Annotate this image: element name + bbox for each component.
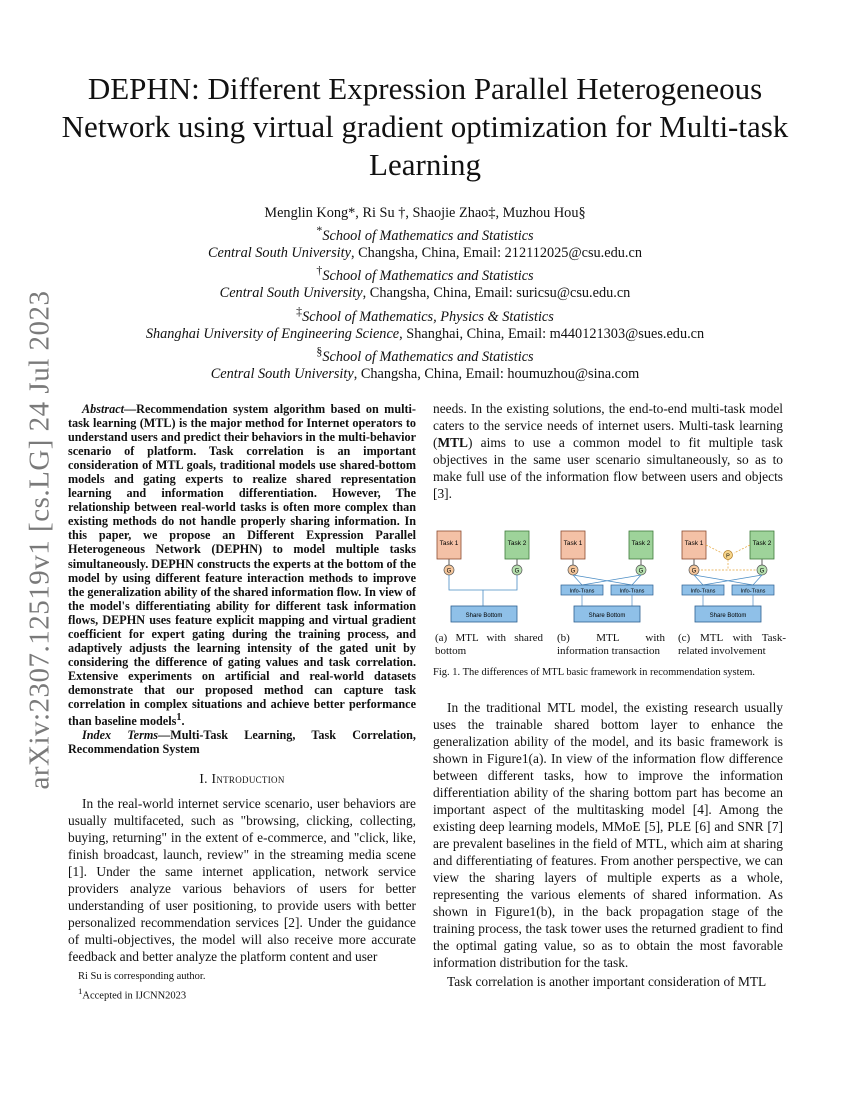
right-paragraph-3: Task correlation is another important consideration of MTL [447,974,767,989]
svg-text:Info-Trans: Info-Trans [569,588,595,595]
figure-1-diagram [433,525,785,629]
svg-text:G: G [638,568,644,575]
author-block [60,205,790,383]
svg-text:Info-Trans: Info-Trans [619,588,645,595]
panel-a [437,531,529,622]
share-bottom-label: Share Bottom [465,613,503,619]
svg-text:Share Bottom: Share Bottom [709,613,747,619]
task2-label: Task 2 [507,540,527,547]
figure-caption: Fig. 1. The differences of MTL basic framework in recommendation system. [433,667,756,678]
gate-1-label: G [446,568,452,575]
panel-b [561,531,653,622]
intro-paragraph-1: In the real-world internet service scenario, user behaviors are usually multifaceted, such as "browsing, clicking, collecting, buying, returning" in the extent of e-commerce, and "click, like, finish broadcast, launch, review" in the streaming media scene [1]. Under the same internet application, network service providers analyze various behaviors of users for better understanding of user positioning, to provide users with better personalized recommendation services [2]. Under the guidance of multi-objectives, the model will also receive more accurate feedback and better analyze the platform content and user [68,796,416,965]
footnote-corresponding: Ri Su is corresponding author. [78,971,206,982]
footnotes [78,970,408,1004]
svg-text:Task 2: Task 2 [631,540,651,547]
panel-c [682,531,774,622]
affiliation-4: §School of Mathematics and Statistics Central South University, Changsha, China, Email: houmuzhou@sina.com [210,343,640,382]
paper-title: DEPHN: Different Expression Parallel Heterogeneous Network using virtual gradient optimization for Multi-task Learning [61,71,789,182]
affiliation-2: †School of Mathematics and Statistics Central South University, Changsha, China, Email: suricsu@csu.edu.cn [219,263,631,302]
gate-2-label: G [514,568,520,575]
right-column-bottom [433,699,783,990]
subcaption-b: (b) MTL with information transaction [557,632,665,657]
svg-text:P: P [726,553,730,560]
author-names: Menglin Kong*, Ri Su †, Shaojie Zhao‡, Muzhou Hou§ [264,205,586,221]
svg-text:Task 2: Task 2 [752,540,772,547]
right-paragraph-1: needs. In the existing solutions, the end-to-end multi-task model caters to the service needs of internet users. Multi-task learning (MTL) aims to use a common model to fit multiple task objectives in the same user scenario simultaneously, so as to make full use of the information flow between users and objects [3]. [433,401,783,501]
arxiv-id: arXiv:2307.12519v1 [cs.LG] 24 Jul 2023 [23,290,56,790]
right-column-top [433,400,783,502]
svg-text:Task 1: Task 1 [684,540,704,547]
svg-text:G: G [759,568,765,575]
index-terms: Index Terms—Multi-Task Learning, Task Correlation, Recommendation System [68,728,416,757]
affiliation-3: ‡School of Mathematics, Physics & Statistics Shanghai University of Engineering Science, Shanghai, China, Email: m440121303@sues.edu.cn [145,303,705,342]
abstract: Abstract—Recommendation system algorithm based on multi-task learning (MTL) is the major method for Internet operators to understand users and predict their behaviors in the multi-behavior scenario of platform. Task correlation is an important consideration of MTL goals, traditional models use shared-bottom models and gating experts to realize shared representation learning and information differentiation. However, The relationship between real-world tasks is often more complex than existing methods do not handle properly sharing information. In this paper, we propose an Different Expression Parallel Heterogeneous Network (DEPHN) to model multiple tasks simultaneously. DEPHN constructs the experts at the bottom of the model by using different feature interaction methods to improve the generalization ability of the shared information flow. In view of the model's differentiating ability for different task information flows, DEPHN uses feature explicit mapping and virtual gradient coefficient for expert gating during the training process, and adaptively adjusts the learning intensity of the gated unit by considering the difference of gating values and task correlation. Extensive experiments on artificial and real-world datasets demonstrate that our proposed method can capture task correlation in complex situations and achieve better performance than baseline models$^1$. [68,402,416,729]
affiliation-1: *School of Mathematics and Statistics Central South University, Changsha, China, Email: 212112025@csu.edu.cn [208,223,642,262]
right-paragraph-2: In the traditional MTL model, the existing research usually uses the trainable shared bottom layer to enhance the generalization ability of the model, and its basic framework is shown in Figure1(a). In view of the information flow difference between different tasks, how to improve the information differentiation ability of the sharing bottom part has become an important aspect of the multitasking model [4]. Among the existing deep learning models, MMoE [5], PLE [6] and SNR [7] are prevalent baselines in the field of MTL, which aim at sharing and differentiating of features. From another perspective, we can view the sharing layers of multiple experts as a whole, representing the various elements of shared information. As shown in Figure1(b), in the back propagation stage of the training process, the task tower uses the returned gradient to find the optimal gating value, so as to obtain the most favorable information distribution for the task. [433,700,783,970]
svg-text:Task 1: Task 1 [563,540,583,547]
section-heading-introduction: I. Introduction [199,771,285,787]
svg-text:Info-Trans: Info-Trans [740,588,766,595]
left-column [68,402,416,965]
svg-text:Info-Trans: Info-Trans [690,588,716,595]
svg-text:G: G [570,568,576,575]
figure-1 [433,525,785,685]
svg-text:Share Bottom: Share Bottom [588,613,626,619]
subcaption-a: (a) MTL with shared bottom [435,632,543,657]
task1-label: Task 1 [439,540,459,547]
svg-text:G: G [691,568,697,575]
footnote-accepted: $^1$Accepted in IJCNN2023 [78,986,187,1002]
subcaption-c: (c) MTL with Task-related involvement [678,632,786,657]
